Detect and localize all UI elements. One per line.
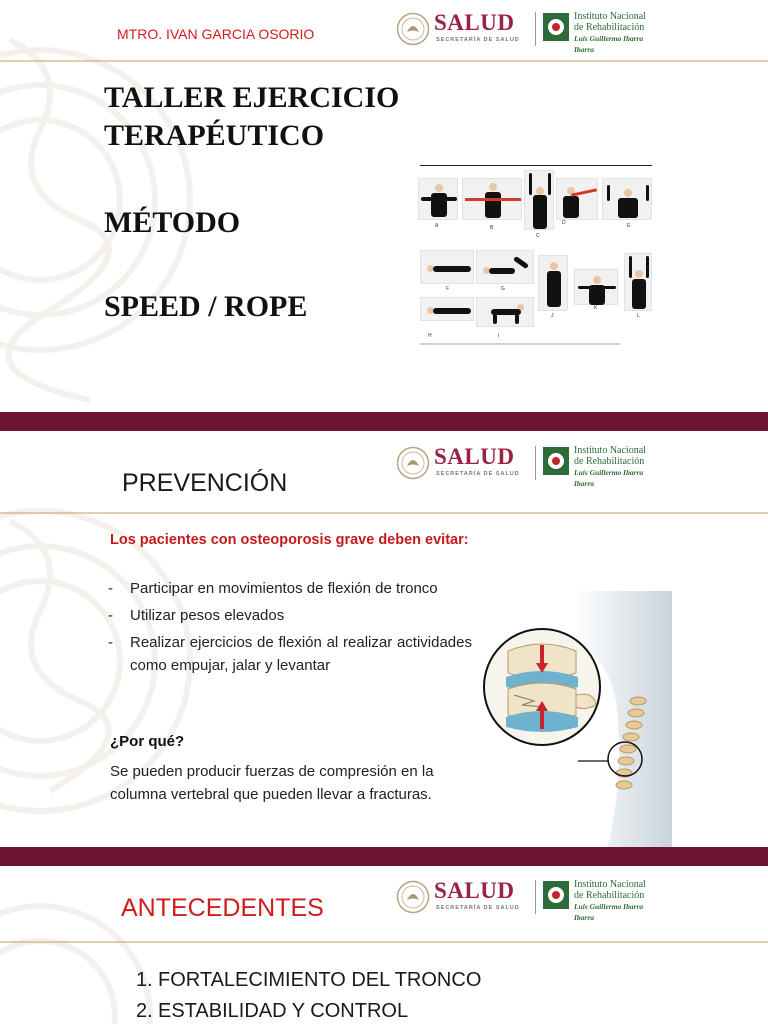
figure-top-rule [420, 165, 652, 166]
eagle-seal-icon [396, 880, 430, 914]
list-item-text: Participar en movimientos de flexión de tronco [130, 580, 438, 597]
header-rule [0, 941, 768, 943]
figure-caption [420, 343, 620, 345]
title-line-4: SPEED / ROPE [104, 290, 308, 323]
question-heading: ¿Por qué? [110, 733, 185, 750]
exercise-photo-e [602, 178, 652, 220]
inr-line-3: Luis Guillermo Ibarra Ibarra [574, 902, 644, 922]
photo-label: A [435, 223, 439, 229]
logo-divider [535, 446, 536, 480]
logo-group [396, 444, 661, 488]
list-item-text: FORTALECIMIENTO DEL TRONCO [158, 969, 482, 991]
list-number: 1. [136, 969, 153, 991]
inr-emblem-icon [542, 880, 570, 910]
inr-emblem-icon [542, 446, 570, 476]
inr-line-1: Instituto Nacional [574, 11, 646, 22]
photo-label: H [428, 333, 432, 339]
title-line-2: TERAPÉUTICO [104, 119, 325, 152]
photo-label: G [501, 286, 505, 292]
logo-group [396, 878, 661, 922]
inr-emblem-icon [542, 12, 570, 42]
header-rule [0, 60, 768, 62]
exercise-photo-a [418, 178, 458, 220]
section-title: ANTECEDENTES [121, 894, 324, 922]
list-item [136, 996, 481, 1024]
photo-label: J [551, 313, 554, 319]
inr-wordmark [574, 445, 661, 489]
photo-label: D [562, 220, 566, 226]
inr-line-2: de Rehabilitación [574, 22, 645, 33]
inr-line-1: Instituto Nacional [574, 445, 646, 456]
exercise-photo-j [538, 255, 568, 311]
title-line-1: TALLER EJERCICIO [104, 81, 400, 114]
photo-label: F [446, 286, 450, 292]
inr-wordmark [574, 11, 661, 55]
salud-subtitle: SECRETARÍA DE SALUD [436, 471, 520, 477]
inr-line-3: Luis Guillermo Ibarra Ibarra [574, 34, 644, 54]
logo-divider [535, 12, 536, 46]
photo-label: I [498, 333, 500, 339]
answer-text: Se pueden producir fuerzas de compresión en la columna vertebral que pueden llevar a fracturas. [110, 763, 434, 803]
exercise-photo-d [556, 178, 598, 220]
exercise-photo-c [524, 170, 554, 230]
photo-label: B [490, 225, 494, 231]
salud-wordmark: SALUD [434, 878, 515, 903]
list-number: 2. [136, 1000, 153, 1022]
list-item [136, 965, 481, 996]
exercise-photo-k [574, 269, 618, 305]
inr-wordmark [574, 879, 661, 923]
inr-line-2: de Rehabilitación [574, 890, 645, 901]
logo-divider [535, 880, 536, 914]
spine-illustration [478, 591, 672, 847]
bullet-marker: - [108, 607, 113, 624]
exercise-photo-h [420, 297, 474, 321]
slide-title [0, 0, 768, 412]
photo-label: E [627, 223, 631, 229]
author-name: MTRO. IVAN GARCIA OSORIO [117, 26, 315, 42]
bullet-marker: - [108, 634, 113, 651]
list-item-text: Utilizar pesos elevados [130, 607, 285, 624]
salud-subtitle: SECRETARÍA DE SALUD [436, 37, 520, 43]
exercise-photo-i [476, 297, 534, 327]
slide-separator-band [0, 412, 768, 431]
slide-separator-band [0, 847, 768, 866]
slide-prevention [0, 431, 768, 847]
list-item [108, 577, 472, 600]
slide-background [0, 866, 768, 1024]
exercise-photo-g [476, 250, 534, 284]
avoid-list [108, 577, 472, 681]
header-rule [0, 512, 768, 514]
photo-label: K [594, 305, 598, 311]
inr-line-2: de Rehabilitación [574, 456, 645, 467]
salud-subtitle: SECRETARÍA DE SALUD [436, 905, 520, 911]
section-title: PREVENCIÓN [122, 469, 288, 497]
lead-statement: Los pacientes con osteoporosis grave deben evitar: [110, 532, 469, 548]
list-item [108, 631, 472, 677]
exercise-photo-f [420, 250, 474, 284]
inr-line-3: Luis Guillermo Ibarra Ibarra [574, 468, 644, 488]
list-item-text: ESTABILIDAD Y CONTROL [158, 1000, 409, 1022]
photo-label: C [536, 233, 540, 239]
eagle-seal-icon [396, 12, 430, 46]
exercise-photo-l [624, 253, 652, 311]
exercise-photo-grid [418, 165, 652, 345]
list-item [108, 604, 472, 627]
salud-wordmark: SALUD [434, 444, 515, 469]
logo-group [396, 10, 661, 54]
salud-wordmark: SALUD [434, 10, 515, 35]
photo-label: L [637, 313, 640, 319]
bullet-marker: - [108, 580, 113, 597]
title-line-3: MÉTODO [104, 206, 241, 239]
exercise-photo-b [462, 178, 522, 220]
inr-line-1: Instituto Nacional [574, 879, 646, 890]
list-item-text: Realizar ejercicios de flexión al realizar actividades como empujar, jalar y levantar [130, 634, 472, 674]
eagle-seal-icon [396, 446, 430, 480]
antecedentes-list [136, 965, 481, 1024]
